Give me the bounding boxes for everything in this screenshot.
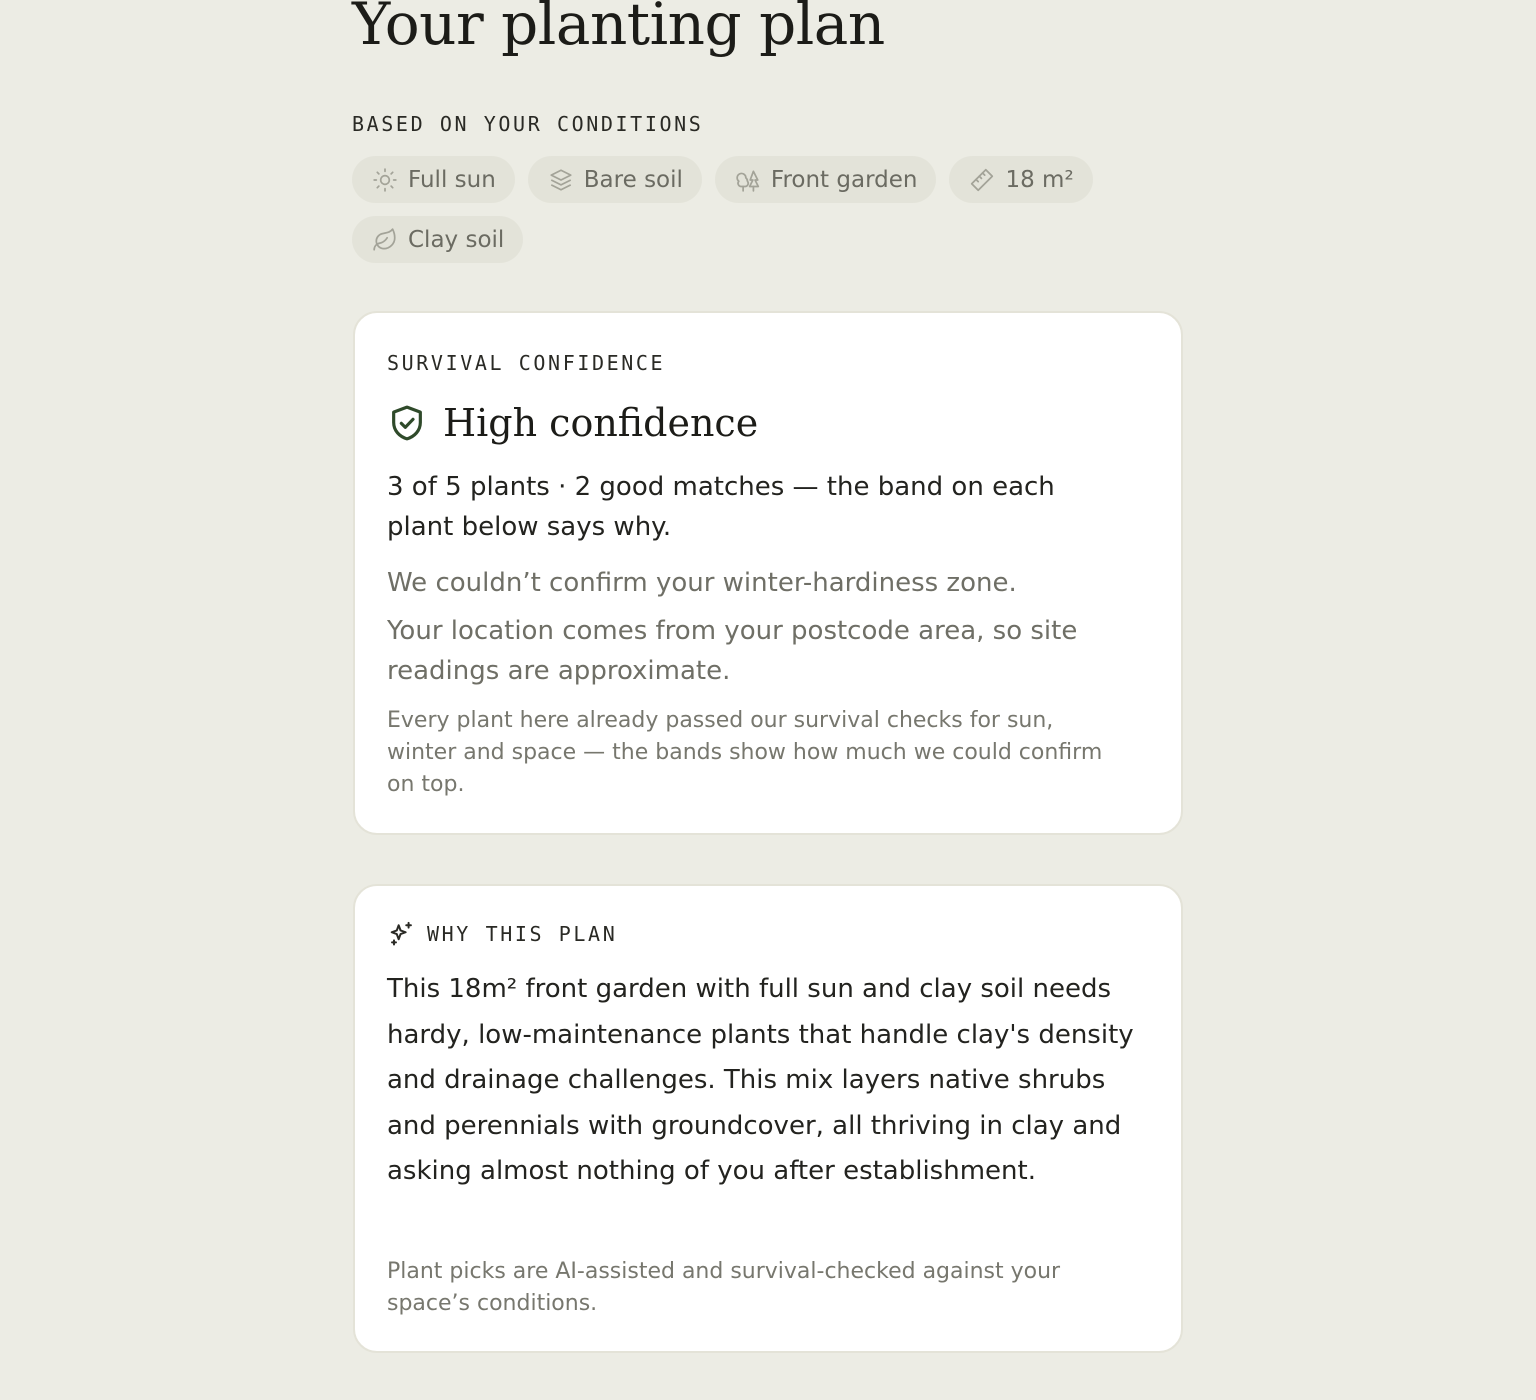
chip-label: 18 m² (1005, 166, 1074, 193)
trees-icon (735, 167, 761, 193)
survival-confidence-label: SURVIVAL CONFIDENCE (387, 351, 666, 375)
confidence-heading (387, 399, 758, 447)
page-title: Your planting plan (352, 0, 885, 58)
chip-area (949, 156, 1092, 203)
why-this-plan-card (353, 884, 1183, 1353)
zone-note: We couldn’t confirm your winter-hardiness zone. (387, 568, 1017, 598)
chip-bare-soil (528, 156, 702, 203)
confidence-footnote: Every plant here already passed our survival checks for sun, winter and space — the bands show how much we could confirm on top. (387, 708, 1103, 797)
chip-full-sun (352, 156, 515, 203)
location-note: Your location comes from your postcode area, so site readings are approximate. (387, 616, 1078, 686)
why-heading (387, 920, 617, 948)
chip-clay-soil (352, 216, 523, 263)
confidence-summary: 3 of 5 plants · 2 good matches — the band on each plant below says why. (387, 472, 1055, 542)
conditions-label: BASED ON YOUR CONDITIONS (352, 112, 704, 136)
chip-front-garden (715, 156, 937, 203)
chip-label: Clay soil (408, 226, 505, 253)
shield-check-icon (387, 403, 427, 443)
ruler-icon (969, 167, 995, 193)
layers-icon (548, 167, 574, 193)
why-label: WHY THIS PLAN (427, 922, 618, 946)
chip-label: Front garden (770, 166, 918, 193)
confidence-title: High confidence (443, 401, 759, 445)
why-body: This 18m² front garden with full sun and clay soil needs hardy, low-maintenance plants that handle clay's density and drainage challenges. This mix layers native shrubs and perennials with groundcover, all thriving in clay and asking almost nothing of you after establishment. (387, 974, 1134, 1186)
sun-icon (372, 167, 398, 193)
survival-confidence-card (353, 311, 1183, 835)
chip-label: Bare soil (583, 166, 683, 193)
chip-label: Full sun (408, 166, 496, 193)
conditions-chips (352, 156, 1172, 263)
leaf-icon (372, 227, 398, 253)
sparkles-icon (387, 920, 415, 948)
why-footnote: Plant picks are AI-assisted and survival-checked against your space’s conditions. (387, 1259, 1061, 1316)
